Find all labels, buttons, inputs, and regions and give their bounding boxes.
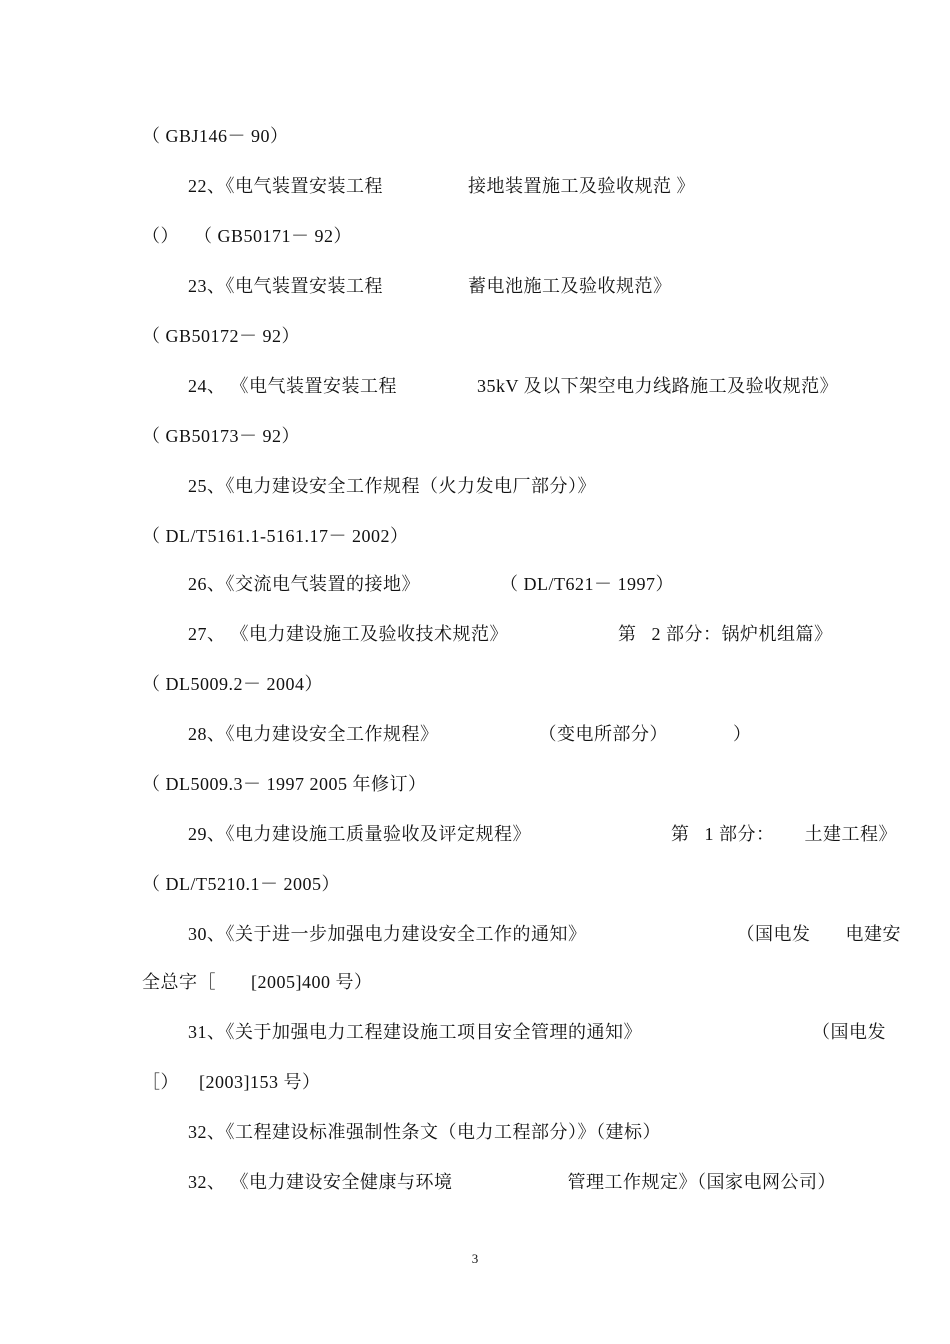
text-line: 23、《电气装置安装工程 蓄电池施工及验收规范》 [188, 276, 672, 296]
text-line: 32、《工程建设标准强制性条文（电力工程部分）》（建标） [188, 1122, 661, 1142]
text-line: （ DL5009.3－ 1997 2005 年修订） [142, 774, 427, 794]
text-line: 30、《关于进一步加强电力建设安全工作的通知》 （国电发 电建安 [188, 924, 901, 944]
text-line: 22、《电气装置安装工程 接地装置施工及验收规范 》 [188, 176, 695, 196]
text-line: （） （ GB50171－ 92） [142, 226, 353, 246]
text-line: （ GB50173－ 92） [142, 426, 301, 446]
text-line: 27、 《电力建设施工及验收技术规范》 第 2 部分：锅炉机组篇》 [188, 624, 833, 644]
text-line: （ DL/T5210.1－ 2005） [142, 874, 340, 894]
text-line: （ DL5009.2－ 2004） [142, 674, 323, 694]
text-line: 全总字［ [2005]400 号） [142, 972, 373, 992]
text-line: （ GB50172－ 92） [142, 326, 301, 346]
text-line: 31、《关于加强电力工程建设施工项目安全管理的通知》 （国电发 [188, 1022, 886, 1042]
text-line: 28、《电力建设安全工作规程》 （变电所部分） ） [188, 724, 752, 744]
text-line: 25、《电力建设安全工作规程（火力发电厂部分）》 [188, 476, 596, 496]
text-line: （ GBJ146－ 90） [142, 126, 289, 146]
text-line: （ DL/T5161.1-5161.17－ 2002） [142, 526, 409, 546]
page-number: 3 [471, 1251, 479, 1266]
text-line: 26、《交流电气装置的接地》 （ DL/T621－ 1997） [188, 574, 674, 594]
text-line: ［） [2003]153 号） [142, 1072, 321, 1092]
text-line: 29、《电力建设施工质量验收及评定规程》 第 1 部分： 土建工程》 [188, 824, 897, 844]
text-line: 24、 《电气装置安装工程 35kV 及以下架空电力线路施工及验收规范》 [188, 376, 839, 396]
text-line: 32、 《电力建设安全健康与环境 管理工作规定》（国家电网公司） [188, 1172, 836, 1192]
